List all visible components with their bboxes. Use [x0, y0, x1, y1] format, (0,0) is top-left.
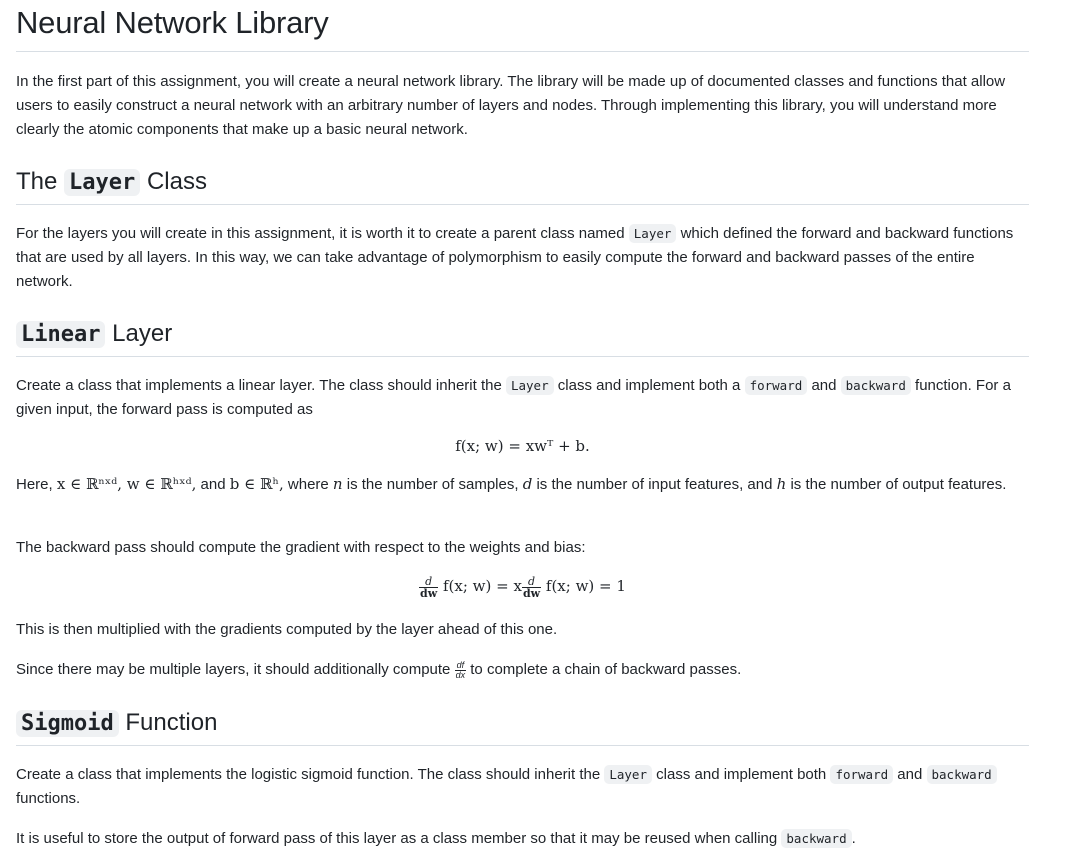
heading-text: Layer	[112, 320, 173, 347]
text-span: It is useful to store the output of forward pass of this layer as a class member so that it may be reused when calling	[16, 830, 778, 847]
text-span: Create a class that implements the logistic sigmoid function. The class should inherit the	[16, 766, 601, 783]
heading-code: Layer	[64, 169, 140, 196]
section-divider	[16, 204, 1029, 205]
heading-text: Class	[146, 168, 207, 195]
linear-paragraph-2	[16, 472, 1029, 497]
text-span: and	[811, 377, 837, 394]
text-span: which defined the forward and backward functions that are used by all layers. In this way, we can take advantage of polymorphism to easily compute the forward and backward passes of the entire network.	[16, 225, 1014, 290]
fraction-numerator: df	[456, 659, 465, 670]
text-span: is the number of input features, and	[536, 476, 773, 493]
intro-paragraph: In the first part of this assignment, you will create a neural network library. The library will be made up of documented classes and functions that allow users to easily construct a neural network with an arbitrary number of layers and nodes. Through implementing this library, you will understand more clearly the atomic components that make up a basic neural network.	[16, 73, 1006, 138]
inline-code: backward	[927, 765, 997, 784]
text-span: For the layers you will create in this assignment, it is worth it to create a parent class named	[16, 225, 625, 242]
text-span: .	[851, 830, 856, 847]
inline-code: Layer	[506, 376, 554, 395]
sigmoid-paragraph-1	[16, 763, 1029, 811]
math-span: x ∈ ℝⁿˣᵈ, w ∈ ℝʰˣᵈ,	[56, 475, 197, 493]
text-span: Since there may be multiple layers, it should additionally compute	[16, 661, 451, 678]
linear-paragraph-1	[16, 374, 1029, 422]
inline-code: forward	[745, 376, 808, 395]
df-dx-fraction	[455, 661, 467, 680]
text-span: where	[287, 476, 329, 493]
fraction-denominator: dw	[522, 586, 541, 600]
linear-layer-heading	[16, 318, 1029, 351]
inline-code: backward	[841, 376, 911, 395]
fraction-numerator: d	[419, 576, 438, 588]
derivative-fraction	[522, 576, 541, 599]
equation-part: f(x; w) = x	[443, 577, 522, 595]
inline-code: backward	[781, 829, 851, 848]
math-span: b ∈ ℝʰ,	[229, 475, 284, 493]
section-divider	[16, 356, 1029, 357]
forward-equation: f(x; w) = xwᵀ + b.	[455, 437, 590, 455]
linear-paragraph-5	[16, 658, 1029, 682]
heading-code: Linear	[16, 321, 105, 348]
fraction-numerator: d	[522, 576, 541, 588]
text-span: class and implement both	[656, 766, 827, 783]
heading-text: The	[16, 168, 58, 195]
text-span: Create a class that implements a linear layer. The class should inherit the	[16, 377, 502, 394]
text-span: class and implement both a	[557, 377, 741, 394]
linear-paragraph-4: This is then multiplied with the gradients computed by the layer ahead of this one.	[16, 621, 558, 638]
sigmoid-function-heading	[16, 707, 1029, 740]
text-span: is the number of samples,	[346, 476, 519, 493]
text-span: Here,	[16, 476, 53, 493]
text-span: to complete a chain of backward passes.	[470, 661, 742, 678]
text-span: function. For a given input, the forward pass is computed as	[16, 377, 1011, 418]
fraction-denominator: dx	[455, 669, 466, 680]
math-span: n	[332, 475, 343, 493]
math-span: h	[776, 475, 787, 493]
gradient-equation	[16, 574, 1029, 599]
equation-part: f(x; w) = 1	[545, 577, 626, 595]
fraction-denominator: dw	[420, 586, 438, 600]
heading-text: Function	[125, 709, 218, 736]
section-divider	[16, 745, 1029, 746]
heading-code: Sigmoid	[16, 710, 119, 737]
linear-paragraph-3: The backward pass should compute the gradient with respect to the weights and bias:	[16, 539, 586, 556]
layer-class-paragraph	[16, 222, 1029, 294]
text-span: functions.	[16, 790, 81, 807]
math-span: d	[522, 475, 533, 493]
page-title: Neural Network Library	[16, 5, 329, 40]
layer-class-heading	[16, 166, 1029, 199]
text-span: is the number of output features.	[790, 476, 1007, 493]
text-span: and	[200, 476, 226, 493]
text-span: and	[897, 766, 923, 783]
inline-code: Layer	[604, 765, 652, 784]
inline-code: Layer	[629, 224, 677, 243]
title-divider	[16, 51, 1029, 52]
derivative-fraction	[419, 576, 438, 599]
sigmoid-paragraph-2	[16, 827, 1029, 851]
inline-code: forward	[830, 765, 893, 784]
